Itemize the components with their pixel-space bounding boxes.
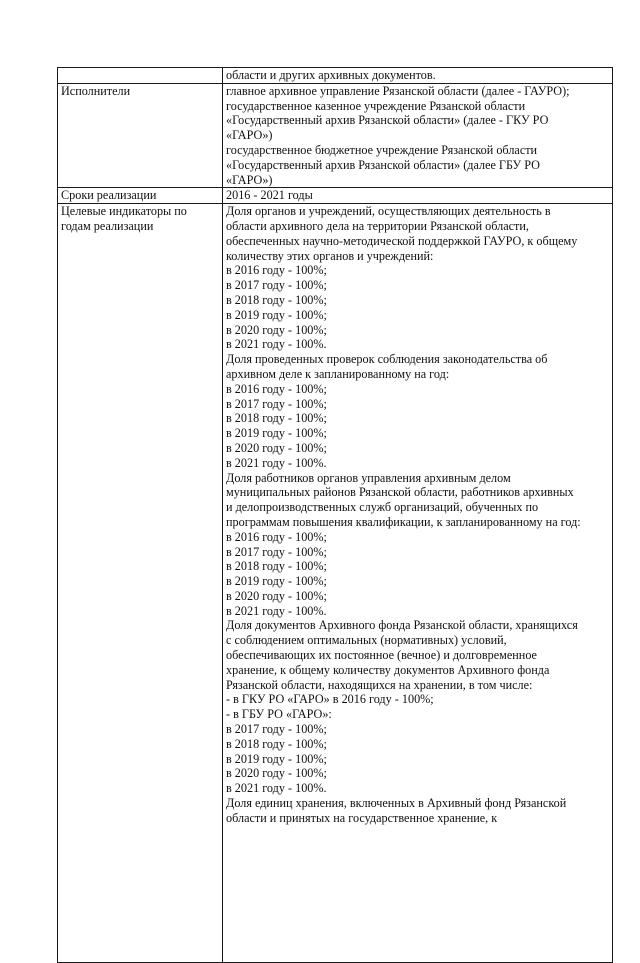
- text-line: обеспеченных научно-методической поддержкой ГАУРО, к общему: [226, 233, 578, 248]
- table-row: [58, 68, 613, 84]
- text-line: области и других архивных документов.: [226, 68, 436, 82]
- text-line: Доля органов и учреждений, осуществляющих деятельность в: [226, 204, 551, 219]
- row-value-continuation: [223, 68, 613, 84]
- text-line: в 2017 году - 100%;: [226, 544, 327, 559]
- text-line: Доля единиц хранения, включенных в Архивный фонд Рязанской: [226, 796, 567, 811]
- text-line: в 2019 году - 100%;: [226, 574, 327, 589]
- table-row: [58, 83, 613, 188]
- text-line: в 2019 году - 100%;: [226, 307, 327, 322]
- text-line: муниципальных районов Рязанской области, работников архивных: [226, 485, 574, 500]
- text-line: - в ГКУ РО «ГАРО» в 2016 году - 100%;: [226, 692, 434, 707]
- text-line: в 2016 году - 100%;: [226, 529, 327, 544]
- text-line: программам повышения квалификации, к запланированному на год:: [226, 514, 581, 529]
- text-line: количеству этих органов и учреждений:: [226, 248, 434, 263]
- text-line: области архивного дела на территории Рязанской области,: [226, 218, 529, 233]
- text-line: в 2019 году - 100%;: [226, 751, 327, 766]
- text-line: в 2020 году - 100%;: [226, 440, 327, 455]
- text-line: Доля документов Архивного фонда Рязанской области, хранящихся: [226, 618, 578, 633]
- row-label-empty: [58, 68, 223, 84]
- indicators-text: [226, 204, 609, 962]
- text-line: Целевые индикаторы по: [61, 204, 187, 219]
- row-value-executors: [223, 83, 613, 188]
- text-line: «Государственный архив Рязанской области» (далее - ГКУ РО: [226, 113, 549, 128]
- text-line: в 2016 году - 100%;: [226, 263, 327, 278]
- text-line: в 2021 году - 100%.: [226, 603, 327, 618]
- row-label-indicators: [58, 204, 223, 963]
- text-line: «ГАРО»): [226, 128, 273, 143]
- text-line: в 2019 году - 100%;: [226, 426, 327, 441]
- text-line: в 2020 году - 100%;: [226, 322, 327, 337]
- text-line: Рязанской области, находящихся на хранении, в том числе:: [226, 677, 533, 692]
- text-line: государственное казенное учреждение Рязанской области: [226, 98, 526, 113]
- text-line: государственное бюджетное учреждение Рязанской области: [226, 142, 538, 157]
- text-line: хранение, к общему количеству документов Архивного фонда: [226, 662, 550, 677]
- text-line: архивном деле к запланированному на год:: [226, 366, 450, 381]
- row-value-terms: [223, 188, 613, 204]
- text-line: Доля работников органов управления архивным делом: [226, 470, 511, 485]
- text-line: в 2017 году - 100%;: [226, 278, 327, 293]
- text-line: обеспечивающих их постоянное (вечное) и долговременное: [226, 648, 537, 663]
- text-line: годам реализации: [61, 218, 154, 233]
- text-line: в 2016 году - 100%;: [226, 381, 327, 396]
- program-passport-table: [57, 67, 613, 963]
- text-line: в 2018 году - 100%;: [226, 736, 327, 751]
- text-line: в 2017 году - 100%;: [226, 396, 327, 411]
- text-line: «Государственный архив Рязанской области» (далее ГБУ РО: [226, 157, 540, 172]
- text-line: в 2018 году - 100%;: [226, 559, 327, 574]
- text-line: Доля проведенных проверок соблюдения законодательства об: [226, 352, 548, 367]
- row-value-indicators: [223, 204, 613, 963]
- text-line: главное архивное управление Рязанской области (далее - ГАУРО);: [226, 83, 570, 98]
- text-line: «ГАРО»): [226, 172, 273, 187]
- text-line: в 2021 году - 100%.: [226, 455, 327, 470]
- text-line: 2016 - 2021 годы: [226, 188, 313, 203]
- text-line: - в ГБУ РО «ГАРО»:: [226, 707, 332, 722]
- text-line: в 2020 году - 100%;: [226, 588, 327, 603]
- text-line: в 2020 году - 100%;: [226, 766, 327, 781]
- row-label-terms: Сроки реализации: [58, 188, 223, 204]
- text-line: и делопроизводственных служб организаций, обученных по: [226, 500, 539, 515]
- row-label-executors: Исполнители: [58, 83, 223, 188]
- text-line: в 2017 году - 100%;: [226, 722, 327, 737]
- table-row: [58, 188, 613, 204]
- text-line: области и принятых на государственное хранение, к: [226, 810, 498, 825]
- text-line: в 2021 году - 100%.: [226, 337, 327, 352]
- text-line: в 2021 году - 100%.: [226, 781, 327, 796]
- table-row: [58, 204, 613, 963]
- text-line: в 2018 году - 100%;: [226, 292, 327, 307]
- text-line: в 2018 году - 100%;: [226, 411, 327, 426]
- text-line: с соблюдением оптимальных (нормативных) условий,: [226, 633, 507, 648]
